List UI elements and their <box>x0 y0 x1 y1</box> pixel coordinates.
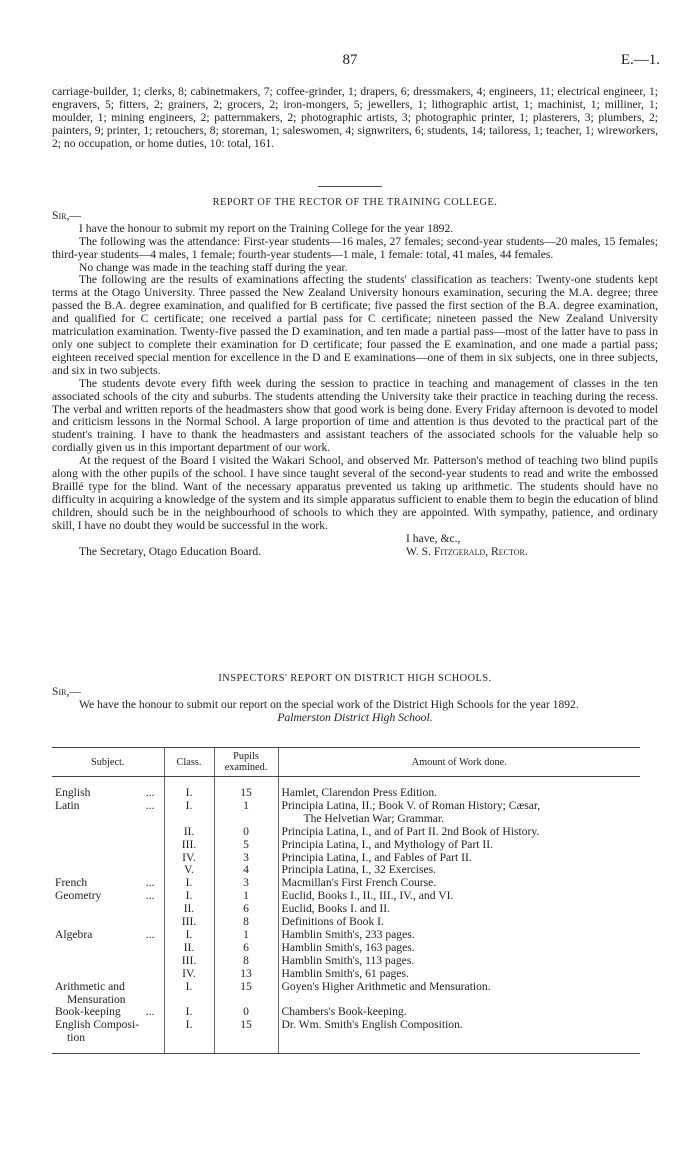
class-cell: III. <box>164 916 214 929</box>
rector-paragraph: The following are the results of examinations affecting the students' classification as teachers: Twenty-one students kept terms at the Otago University. Three passed the New Zealand University honours examination, securing the M.A. degree; three passed the B.A. degree examination, and qualified for B certificate; five passed the first section of the B.A. degree examination, and qualified for C certificate; one received a partial pass for C certificate; nineteen passed the New Zealand University matriculation examination. Twenty-five passed the D examination, and ten made a partial pass—most of the latter have to pass in only one subject to complete their examination for D certificate; four passed the E examination, and one made a partial pass; eighteen received special mention for excellence in the D and E examinations—one of them in six subjects, one in three subjects, and six in two subjects. <box>52 273 658 377</box>
pupils-cell: 13 <box>214 968 278 981</box>
table-row <box>52 800 640 826</box>
class-cell: V. <box>164 864 214 877</box>
work-text: Chambers's Book-keeping. <box>281 1005 407 1019</box>
work-text: Hamlet, Clarendon Press Edition. <box>281 786 438 799</box>
class-cell: IV. <box>164 968 214 981</box>
work-text: Hamblin Smith's, 113 pages. <box>281 953 415 967</box>
work-cell <box>278 839 640 852</box>
subject-cell <box>52 787 164 800</box>
pupils-cell: 3 <box>214 852 278 865</box>
pupils-cell: 15 <box>214 981 278 1007</box>
table-header-row <box>52 748 640 777</box>
work-text: Euclid, Books I. and II. <box>281 902 391 916</box>
subject-name: Arithmetic and <box>55 979 125 993</box>
work-text: Principia Latina, II.; Book V. of Roman History; Cæsar, <box>281 798 541 812</box>
work-text: Goyen's Higher Arithmetic and Mensuration. <box>281 979 491 993</box>
rector-report-heading: REPORT OF THE RECTOR OF THE TRAINING COLLEGE. <box>212 197 498 208</box>
rector-paragraph: No change was made in the teaching staff during the year. <box>79 260 348 274</box>
subject-name: Geometry <box>55 889 102 903</box>
leader-dots: ... <box>145 927 155 941</box>
work-text: Principia Latina, I., and of Part II. 2nd Book of History. <box>281 824 540 838</box>
subject-cell <box>52 839 164 852</box>
table-row <box>52 929 640 942</box>
subject-cell <box>52 981 164 1007</box>
work-text: Hamblin Smith's, 233 pages. <box>281 927 415 941</box>
subject-name: Book-keeping <box>55 1005 121 1019</box>
signature: W. S. Fitzgerald, Rector. <box>406 544 528 558</box>
subject-cell <box>52 955 164 968</box>
work-text: Principia Latina, I., and Mythology of Part II. <box>281 837 494 851</box>
pupils-cell: 0 <box>214 1006 278 1019</box>
rector-paragraph: I have the honour to submit my report on the Training College for the year 1892. <box>79 221 454 235</box>
class-cell: II. <box>164 903 214 916</box>
work-text: Euclid, Books I., II., III., IV., and VI. <box>281 889 454 903</box>
work-text: Principia Latina, I., and Fables of Part II. <box>281 850 472 864</box>
inspectors-report <box>52 673 658 725</box>
subject-cell <box>52 968 164 981</box>
leader-dots: ... <box>145 889 155 903</box>
table-body <box>52 777 640 1054</box>
work-cell <box>278 981 640 1007</box>
pupils-cell: 8 <box>214 955 278 968</box>
pupils-cell: 5 <box>214 839 278 852</box>
subject-name: Algebra <box>55 927 93 941</box>
document-reference: E.—1. <box>620 52 660 68</box>
closing: I have, &c., <box>406 531 461 545</box>
pupils-cell: 15 <box>214 787 278 800</box>
rector-report <box>52 197 658 559</box>
work-cell <box>278 787 640 800</box>
subject-continuation: Mensuration <box>67 992 126 1006</box>
header-subject: Subject. <box>52 748 164 777</box>
table-row <box>52 955 640 968</box>
table-row <box>52 839 640 852</box>
pupils-cell: 6 <box>214 942 278 955</box>
subject-name: French <box>55 876 88 890</box>
work-text: Hamblin Smith's, 61 pages. <box>281 966 409 980</box>
subject-cell <box>52 1019 164 1045</box>
class-cell: I. <box>164 1019 214 1045</box>
pupils-cell: 4 <box>214 864 278 877</box>
class-cell: II. <box>164 942 214 955</box>
work-cell <box>278 826 640 839</box>
rector-salutation: Sir,— <box>52 208 81 222</box>
subject-name: English <box>55 786 91 799</box>
class-cell: I. <box>164 787 214 800</box>
leader-dots: ... <box>145 798 155 812</box>
pupils-cell: 1 <box>214 800 278 826</box>
table-row <box>52 942 640 955</box>
work-cell <box>278 942 640 955</box>
pupils-cell: 0 <box>214 826 278 839</box>
table-row <box>52 1019 640 1045</box>
pupils-cell: 15 <box>214 1019 278 1045</box>
pupils-cell: 8 <box>214 916 278 929</box>
leader-dots <box>155 981 161 994</box>
subject-cell <box>52 890 164 903</box>
pupils-cell: 6 <box>214 903 278 916</box>
header-pupils: Pupils examined. <box>214 748 278 777</box>
class-cell: I. <box>164 929 214 942</box>
class-cell: II. <box>164 826 214 839</box>
leader-dots: ... <box>145 1005 155 1019</box>
subject-cell <box>52 826 164 839</box>
class-cell: III. <box>164 955 214 968</box>
subject-cell <box>52 800 164 826</box>
work-text: Macmillan's First French Course. <box>281 876 437 890</box>
work-text: Dr. Wm. Smith's English Composition. <box>281 1018 463 1032</box>
work-cell <box>278 800 640 826</box>
addressee: The Secretary, Otago Education Board. <box>79 544 262 558</box>
leader-dots: ... <box>145 786 155 799</box>
subject-name: Latin <box>55 798 80 812</box>
table-row <box>52 787 640 800</box>
work-cell <box>278 1019 640 1045</box>
rector-paragraph: At the request of the Board I visited the Wakari School, and observed Mr. Patterson's method of teaching two blind pupils along with the other pupils of the school. I have since taught several of the second-year students to read and write the embossed Braillé type for the blind. Want of the necessary apparatus prevented us taking up arithmetic. The students should have no difficulty in acquiring a knowledge of the system and its simple apparatus sufficient to enable them to begin the education of blind children, should such be in the neighbourhood of schools to which they are appointed. With sympathy, patience, and ordinary skill, I have no doubt they would be successful in the work. <box>52 454 658 532</box>
class-cell: I. <box>164 1006 214 1019</box>
inspectors-paragraph: We have the honour to submit our report on the special work of the District High Schools for the year 1892. <box>79 697 579 711</box>
subject-cell <box>52 942 164 955</box>
work-text: Principia Latina, I., 32 Exercises. <box>281 863 437 877</box>
class-cell: III. <box>164 839 214 852</box>
rector-paragraph: The students devote every fifth week during the session to practice in teaching and management of classes in the ten associated schools of the city and suburbs. The students attending the University take their practice in teaching during the recess. The verbal and written reports of the headmasters show that good work is being done. Every Friday afternoon is devoted to model and criticism lessons in the Normal School. A large proportion of time and attention is thus devoted to the practical part of the student's training. I have to thank the headmasters and assistant teachers of the associated schools for the valuable help so cordially given us in this important department of our work. <box>52 376 658 455</box>
class-cell: I. <box>164 877 214 890</box>
pupils-cell: 1 <box>214 929 278 942</box>
section-divider <box>318 186 382 187</box>
subject-cell <box>52 852 164 865</box>
subject-cell <box>52 929 164 942</box>
work-cell <box>278 955 640 968</box>
leader-dots: ... <box>145 876 155 890</box>
header-work: Amount of Work done. <box>278 748 640 777</box>
class-cell: I. <box>164 890 214 903</box>
table-row <box>52 981 640 1007</box>
table-bottom-rule <box>52 1045 640 1054</box>
table-row <box>52 968 640 981</box>
signature-line <box>52 546 658 559</box>
class-cell: I. <box>164 981 214 1007</box>
page-number: 87 <box>342 52 358 68</box>
header-class: Class. <box>164 748 214 777</box>
work-continuation: The Helvetian War; Grammar. <box>303 811 444 825</box>
school-title: Palmerston District High School. <box>277 710 433 724</box>
work-done-table <box>52 747 640 1054</box>
work-text: Hamblin Smith's, 163 pages. <box>281 940 415 954</box>
pupils-cell: 1 <box>214 890 278 903</box>
work-cell <box>278 968 640 981</box>
occupations-text: carriage-builder, 1; clerks, 8; cabinetmakers, 7; coffee-grinder, 1; drapers, 6; dressmakers, 4; engineers, 11; electrical engineer, 1; engravers, 5; fitters, 2; grainers, 2; grocers, 2; iron-mongers, 5; jewellers, 1; lithographic artist, 1; machinist, 1; milliner, 1; moulder, 1; mining engineers, 2; patternmakers, 2; photographic artists, 3; photographic printer, 1; plasterers, 3; plumbers, 2; painters, 9; printer, 1; retouchers, 8; storeman, 1; saleswomen, 4; signwriters, 6; students, 14; tailoress, 1; teacher, 1; wireworkers, 2; no occupation, or home duties, 10: total, 161. <box>52 85 658 150</box>
subject-cell <box>52 903 164 916</box>
class-cell: I. <box>164 800 214 826</box>
leader-dots <box>155 1019 161 1032</box>
table-row <box>52 826 640 839</box>
subject-continuation: tion <box>67 1031 86 1045</box>
inspectors-salutation: Sir,— <box>52 684 81 698</box>
work-cell <box>278 929 640 942</box>
subject-name: English Composi- <box>55 1018 140 1032</box>
occupations-block <box>52 86 658 151</box>
work-text: Definitions of Book I. <box>281 915 384 929</box>
class-cell: IV. <box>164 852 214 865</box>
inspectors-report-heading: INSPECTORS' REPORT ON DISTRICT HIGH SCHOOLS. <box>218 673 492 684</box>
pupils-cell: 3 <box>214 877 278 890</box>
closing-line <box>52 533 658 546</box>
rector-paragraph: The following was the attendance: First-year students—16 males, 27 females; second-year students—20 males, 15 females; third-year students—4 males, 1 female; fourth-year students—1 male, 1 female: total, 41 males, 44 females. <box>52 234 658 261</box>
